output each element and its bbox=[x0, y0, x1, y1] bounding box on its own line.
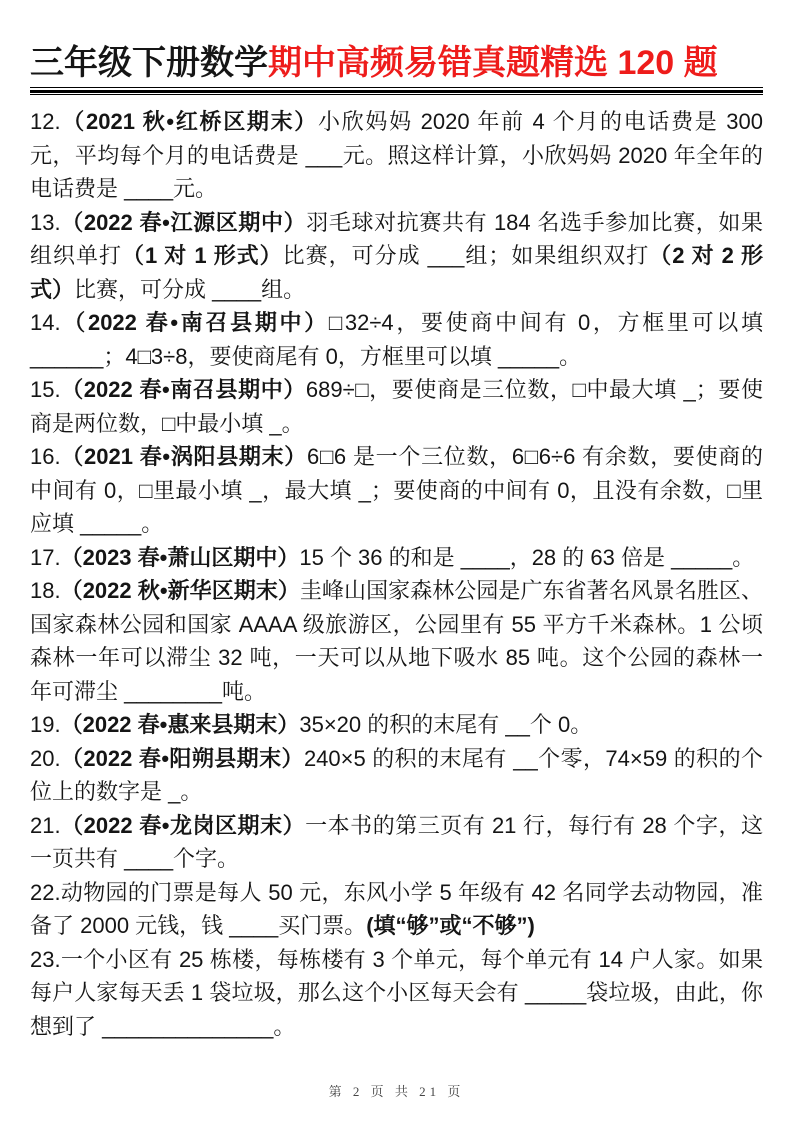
question-text-segment: 小欣妈妈 2020 年前 4 个月的电话费是 300 元，平均每个月的电话费是 ___元。照这样计算，小欣妈妈 2020 年全年的电话费是 ____元。 bbox=[30, 109, 763, 201]
question bbox=[30, 708, 763, 742]
question-number: 23. bbox=[30, 946, 61, 972]
question-text-segment: 羽毛球对抗赛共有 184 名选手参加比赛，如果组织单打 bbox=[30, 209, 763, 268]
page-number-label: 第 2 页 共 21 页 bbox=[328, 1084, 465, 1099]
question bbox=[30, 742, 763, 809]
title-black-segment: 三年级下册数学 bbox=[30, 44, 268, 82]
question-bold-segment: （2022 春•南召县期中） bbox=[60, 310, 329, 335]
question bbox=[30, 306, 763, 373]
question bbox=[30, 105, 763, 206]
question bbox=[30, 574, 763, 708]
title-divider-rule bbox=[30, 87, 763, 95]
question-text-segment: 240×5 的积的末尾有 __个零，74×59 的积的个位上的数字是 _。 bbox=[30, 745, 763, 804]
question bbox=[30, 373, 763, 440]
question-text-segment: 6□6 是一个三位数，6□6÷6 有余数，要使商的中间有 0，□里最小填 _，最大填 _；要使商的中间有 0，且没有余数，□里应填 _____。 bbox=[30, 444, 763, 536]
question bbox=[30, 440, 763, 541]
question-bold-segment: （2022 秋•新华区期末） bbox=[60, 578, 300, 603]
page-footer bbox=[0, 1081, 793, 1100]
question-text-segment: 动物园的门票是每人 50 元，东风小学 5 年级有 42 名同学去动物园，准备了 2000 元钱，钱 ____买门票。 bbox=[30, 879, 763, 938]
title-red-segment: 期中高频易错真题精选 120 题 bbox=[268, 44, 718, 82]
question-text-segment: 圭峰山国家森林公园是广东省著名风景名胜区、国家森林公园和国家 AAAA 级旅游区，公园里有 55 平方千米森林。1 公顷森林一年可以滞尘 32 吨，一天可以从地下吸水 85 吨。这个公园的森林一年可滞尘 ________吨。 bbox=[30, 578, 763, 704]
question bbox=[30, 943, 763, 1044]
question-text-segment: □32÷4，要使商中间有 0，方框里可以填 ______；4□3÷8，要使商尾有 0，方框里可以填 _____。 bbox=[30, 310, 763, 369]
page-title bbox=[30, 0, 763, 84]
question-bold-segment: （2021 秋•红桥区期末） bbox=[60, 109, 319, 134]
question-bold-segment: （1 对 1 形式） bbox=[121, 243, 283, 268]
question-number: 22. bbox=[30, 879, 61, 905]
question-number: 14. bbox=[30, 310, 61, 335]
question bbox=[30, 809, 763, 876]
question-bold-segment: （2022 春•龙岗区期末） bbox=[60, 812, 306, 838]
question-bold-segment: （2023 春•萧山区期中） bbox=[60, 544, 300, 570]
question-text-segment: 689÷□，要使商是三位数，□中最大填 _；要使商是两位数，□中最小填 _。 bbox=[30, 377, 763, 436]
question-list bbox=[30, 105, 763, 1043]
question-bold-segment: （2022 春•阳朔县期末） bbox=[60, 745, 304, 771]
question-number: 18. bbox=[30, 578, 61, 603]
question-text-segment: 一本书的第三页有 21 行，每行有 28 个字，这一页共有 ____个字。 bbox=[30, 812, 763, 871]
question-number: 12. bbox=[30, 109, 61, 134]
question-bold-segment: （2 对 2 形式） bbox=[30, 243, 763, 302]
question bbox=[30, 876, 763, 943]
question-bold-segment: (填“够”或“不够”) bbox=[366, 913, 535, 938]
question-text-segment: 35×20 的积的末尾有 __个 0。 bbox=[299, 712, 593, 737]
question-bold-segment: （2022 春•南召县期中） bbox=[60, 377, 306, 402]
question-bold-segment: （2022 春•惠来县期末） bbox=[60, 712, 300, 737]
question bbox=[30, 541, 763, 575]
question-number: 21. bbox=[30, 812, 61, 838]
question-number: 13. bbox=[30, 209, 61, 235]
question-text-segment: 比赛，可分成 ____组。 bbox=[74, 276, 306, 302]
question-text-segment: 比赛，可分成 ___组；如果组织双打 bbox=[282, 243, 650, 268]
question-text-segment: 一个小区有 25 栋楼，每栋楼有 3 个单元，每个单元有 14 户人家。如果每户人家每天丢 1 袋垃圾，那么这个小区每天会有 _____袋垃圾，由此，你想到了 ______________。 bbox=[30, 946, 763, 1039]
question-number: 17. bbox=[30, 544, 61, 570]
question-number: 16. bbox=[30, 444, 61, 469]
question-number: 15. bbox=[30, 377, 61, 402]
question-number: 20. bbox=[30, 745, 61, 771]
question-bold-segment: （2022 春•江源区期中） bbox=[60, 209, 307, 235]
question bbox=[30, 206, 763, 307]
question-text-segment: 15 个 36 的和是 ____，28 的 63 倍是 _____。 bbox=[299, 544, 755, 570]
question-bold-segment: （2021 春•涡阳县期末） bbox=[60, 444, 308, 469]
question-number: 19. bbox=[30, 712, 61, 737]
